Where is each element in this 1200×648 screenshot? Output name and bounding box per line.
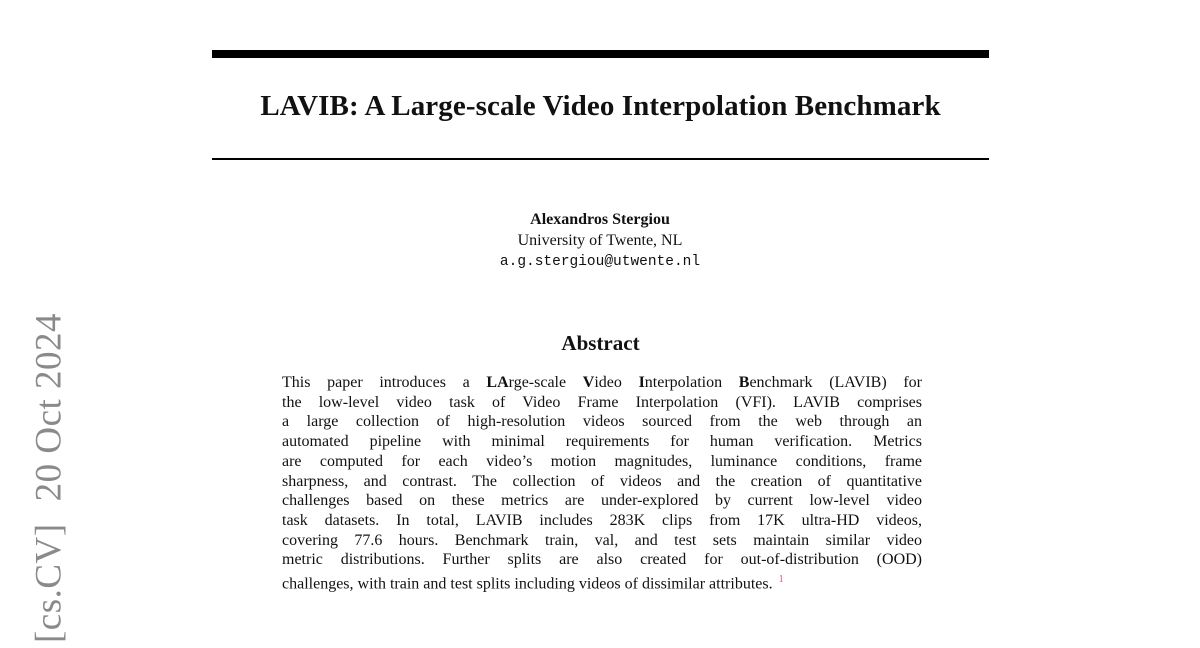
- footnote-marker-link[interactable]: 1: [778, 574, 784, 586]
- abstract-text: ideo: [594, 374, 639, 391]
- abstract-line-5: are computed for each video’s motion magnitudes, luminance conditions, frame: [282, 452, 922, 470]
- title-bottom-rule: [212, 158, 989, 160]
- author-name: Alexandros Stergiou: [530, 211, 670, 228]
- abstract-text: challenges, with train and test splits including videos of dissimilar attributes.: [282, 575, 773, 593]
- abstract-heading: Abstract: [561, 331, 640, 355]
- abstract-bold-letter: LA: [486, 374, 509, 391]
- author-affiliation: University of Twente, NL: [517, 232, 683, 249]
- abstract-line-6: sharpness, and contrast. The collection of videos and the creation of quantitative: [282, 472, 922, 490]
- abstract-text: nterpolation: [644, 374, 739, 391]
- abstract-body: [282, 373, 922, 594]
- abstract-text: rge-scale: [508, 374, 583, 391]
- abstract-bold-letter: B: [738, 374, 750, 391]
- paper-title: LAVIB: A Large-scale Video Interpolation Benchmark: [260, 90, 941, 122]
- abstract-line-3: a large collection of high-resolution videos sourced from the web through an: [282, 413, 922, 431]
- abstract-line-8: task datasets. In total, LAVIB includes 283K clips from 17K ultra-HD videos,: [282, 511, 922, 529]
- abstract-bold-letter: I: [638, 374, 645, 391]
- abstract-line-10: metric distributions. Further splits are also created for out-of-distribution (OOD): [282, 551, 922, 569]
- abstract-line-11: [282, 570, 922, 594]
- author-email[interactable]: a.g.stergiou@utwente.nl: [499, 254, 701, 270]
- abstract-text: enchmark (LAVIB) for: [749, 374, 923, 391]
- abstract-line-4: automated pipeline with minimal requirements for human verification. Metrics: [282, 433, 922, 451]
- abstract-bold-letter: V: [582, 374, 595, 391]
- arxiv-stamp: [28, 313, 71, 643]
- arxiv-date: 20 Oct 2024: [28, 312, 70, 502]
- abstract-line-9: covering 77.6 hours. Benchmark train, val, and test sets maintain similar video: [282, 531, 922, 549]
- abstract-line-7: challenges based on these metrics are under-explored by current low-level video: [282, 492, 922, 510]
- abstract-text: This paper introduces a: [282, 374, 487, 391]
- arxiv-category: [cs.CV]: [28, 523, 70, 644]
- title-top-rule: [212, 50, 989, 58]
- author-block: [400, 209, 800, 273]
- abstract-line-1: [282, 373, 922, 393]
- abstract-line-2: the low-level video task of Video Frame Interpolation (VFI). LAVIB comprises: [282, 393, 922, 411]
